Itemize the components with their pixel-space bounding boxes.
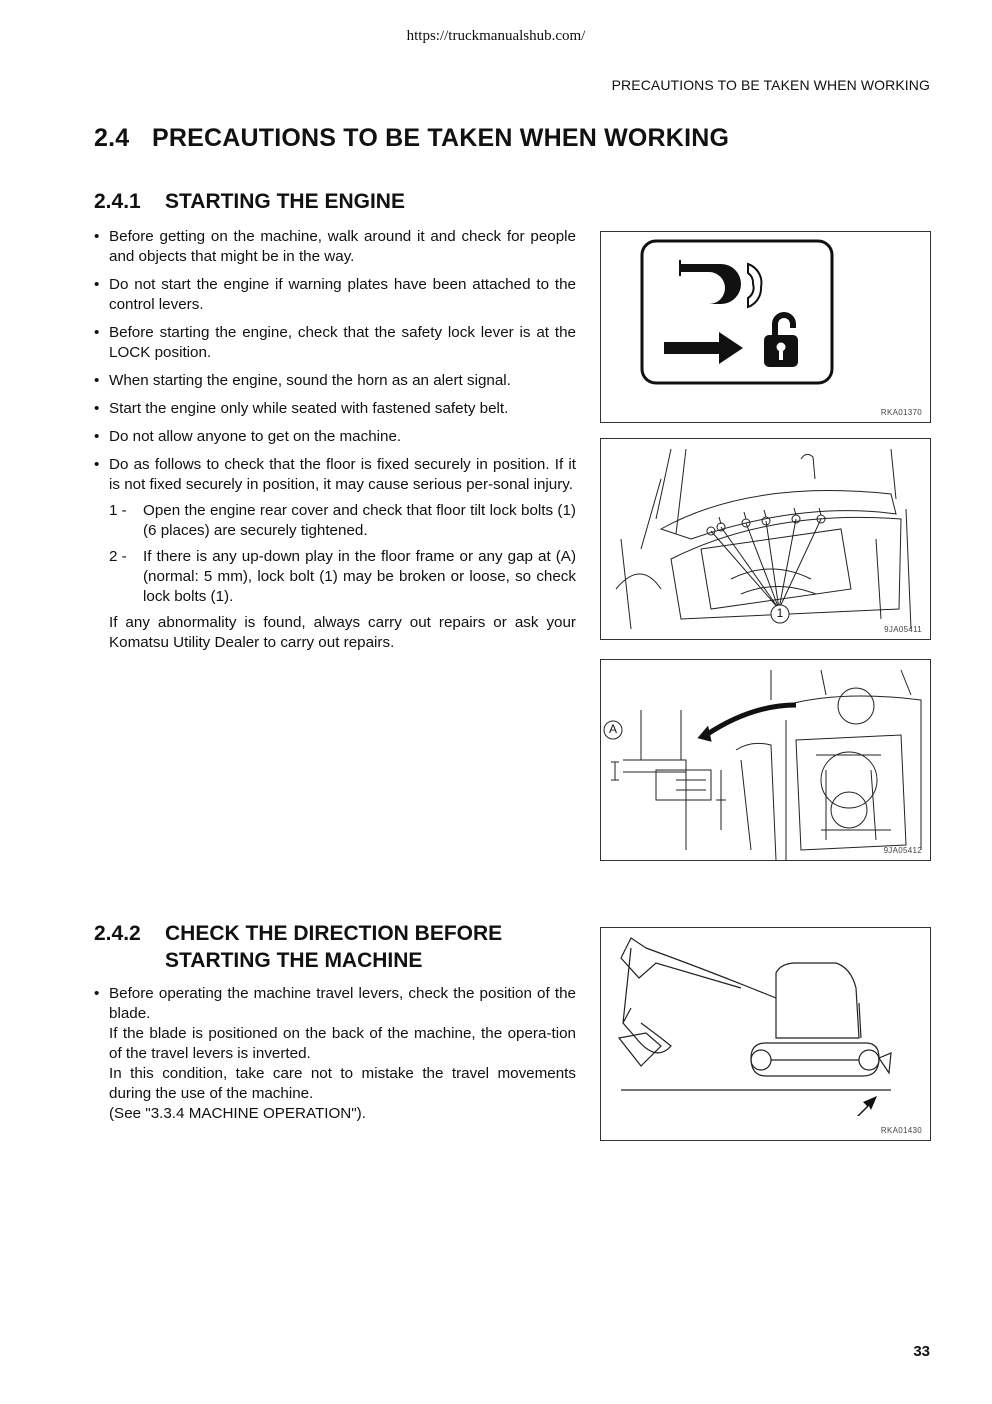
subsection-1-body xyxy=(94,227,576,653)
subsection-1-number: 2.4.1 xyxy=(94,190,141,213)
floor-check-steps xyxy=(109,501,576,607)
list-item: • Start the engine only while seated with fastened safety belt. xyxy=(94,399,576,419)
running-header: PRECAUTIONS TO BE TAKEN WHEN WORKING xyxy=(611,77,930,93)
step-text: If there is any up-down play in the floor frame or any gap at (A) (normal: 5 mm), lock bolt (1) may be broken or loose, so check lock bolts (1). xyxy=(143,548,576,605)
list-item-floor-check xyxy=(94,455,576,653)
step-text: Open the engine rear cover and check that floor tilt lock bolts (1) (6 places) are securely tightened. xyxy=(143,502,576,539)
floor-check-text: Do as follows to check that the floor is fixed securely in position. If it is not fixed securely in position, it may cause serious per-sonal injury. xyxy=(109,456,576,493)
list-item: • Do not allow anyone to get on the machine. xyxy=(94,427,576,447)
excavator-drawing xyxy=(601,928,930,1140)
section-number: 2.4 xyxy=(94,124,130,152)
step-number: 1 - xyxy=(109,502,127,519)
closing-note: If any abnormality is found, always carry out repairs or ask your Komatsu Utility Dealer to carry out repairs. xyxy=(109,614,576,651)
lock-lever-pictogram xyxy=(601,232,930,422)
subsection-1-title-text: STARTING THE ENGINE xyxy=(165,190,405,213)
subsection-2-title xyxy=(94,920,555,974)
subsection-2-number: 2.4.2 xyxy=(94,922,141,945)
page-number: 33 xyxy=(913,1343,930,1360)
direction-list xyxy=(94,984,576,1124)
figure-excavator-blade xyxy=(600,927,931,1141)
subsection-2-title-text: CHECK THE DIRECTION BEFORE STARTING THE MACHINE xyxy=(165,922,503,972)
precautions-list xyxy=(94,227,576,653)
list-item: • When starting the engine, sound the horn as an alert signal. xyxy=(94,371,576,391)
figure-code: RKA01370 xyxy=(880,408,922,417)
source-url: https://truckmanualshub.com/ xyxy=(406,28,586,44)
figure-code: 9JA05412 xyxy=(883,846,922,855)
engine-rear-cover-drawing xyxy=(601,660,930,860)
blade-arrow-icon xyxy=(853,1092,879,1118)
subsection-1-title xyxy=(94,188,405,215)
step-item xyxy=(109,547,576,607)
figure-code: 9JA05411 xyxy=(884,625,922,634)
floor-lock-bolts-drawing xyxy=(601,439,930,639)
step-item xyxy=(109,501,576,541)
callout-1-label: 1 xyxy=(776,606,784,620)
list-item: • Do not start the engine if warning plates have been attached to the control levers. xyxy=(94,275,576,315)
section-title xyxy=(94,124,729,153)
list-item: • Before getting on the machine, walk around it and check for people and objects that might be in the way. xyxy=(94,227,576,267)
section-title-text: PRECAUTIONS TO BE TAKEN WHEN WORKING xyxy=(152,124,730,152)
figure-engine-rear-cover xyxy=(600,659,931,861)
figure-lock-lever-pictogram xyxy=(600,231,931,423)
list-item: • Before operating the machine travel levers, check the position of the blade. If the blade is positioned on the back of the machine, the opera-tion of the travel levers is inverted. In this condition, take care not to mistake the travel movements during the use of the machine. (See "3.3.4 MACHINE OPERATION"). xyxy=(94,984,576,1124)
step-number: 2 - xyxy=(109,548,127,565)
figure-code: RKA01430 xyxy=(880,1126,922,1135)
subsection-2-body xyxy=(94,984,576,1132)
figure-floor-lock-bolts xyxy=(600,438,931,640)
list-item: • Before starting the engine, check that the safety lock lever is at the LOCK position. xyxy=(94,323,576,363)
callout-a-label: A xyxy=(608,722,617,736)
